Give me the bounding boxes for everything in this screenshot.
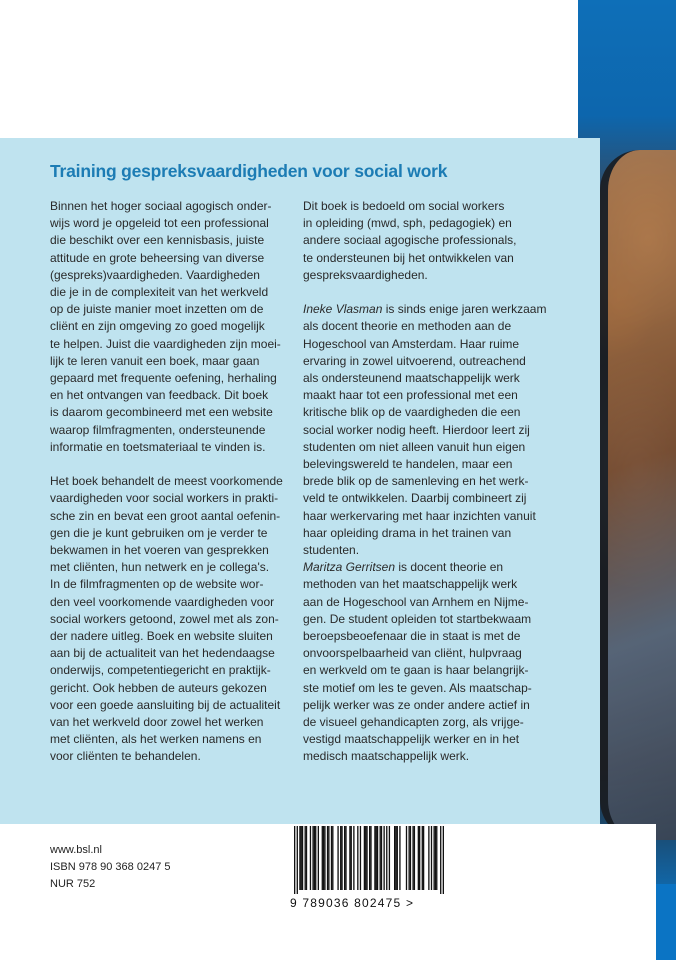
barcode-bar	[353, 826, 354, 890]
barcode-bar	[374, 826, 375, 890]
barcode-bar	[423, 826, 424, 890]
barcode-bar	[408, 826, 409, 890]
barcode-bar	[414, 826, 415, 890]
barcode-bar	[351, 826, 352, 890]
barcode-bar	[366, 826, 367, 890]
barcode-bar	[377, 826, 378, 890]
barcode-bar	[323, 826, 324, 890]
barcode-bar	[305, 826, 306, 890]
barcode-bar	[410, 826, 411, 890]
barcode-bar	[422, 826, 423, 890]
barcode-bar	[340, 826, 341, 890]
barcode-bars	[294, 826, 444, 894]
top-white-area	[0, 0, 600, 138]
barcode-bar	[435, 826, 436, 890]
right-column	[303, 198, 571, 766]
barcode-bar	[386, 826, 387, 890]
barcode-bar	[327, 826, 328, 890]
right-intro-paragraph: Dit boek is bedoeld om social workers in opleiding (mwd, sph, pedagogiek) en andere sociaal agogische professionals, te ondersteunen bij het ontwikkelen van gespreksvaardigheden.	[303, 199, 517, 282]
barcode-bar	[433, 826, 434, 890]
barcode-bar	[312, 826, 313, 890]
barcode-bar	[428, 826, 429, 890]
barcode-bar	[436, 826, 437, 890]
barcode-bar	[341, 826, 342, 890]
author-2-bio: is docent theorie en methoden van het maatschappelijk werk aan de Hogeschool van Arnhem en Nijme- gen. De student opleiden tot startbekwaam beroepsbeoefenaar die in staat is met de onvoorspelbaarheid van cliënt, hulpvraag en werkveld om te gaan is haar belangrijk- ste motief om les te geven. Als maatschap- pelijk werker was ze onder andere actief in de visueel gehandicapten zorg, als vrijge- vestigd maatschappelijk werker en in het medisch maatschappelijk werk.	[303, 560, 532, 764]
barcode-bar	[294, 826, 295, 894]
barcode-bar	[349, 826, 350, 890]
barcode-bar	[318, 826, 319, 890]
author-2-name: Maritza Gerritsen	[303, 560, 396, 575]
barcode-bar	[380, 826, 381, 890]
barcode-bar	[299, 826, 300, 890]
barcode-bar	[301, 826, 302, 890]
author-1-name: Ineke Vlasman	[303, 302, 383, 317]
blue-corner-strip	[656, 884, 676, 960]
left-column	[50, 198, 290, 766]
barcode-bar	[376, 826, 377, 890]
book-title: Training gespreksvaardigheden voor social work	[50, 161, 448, 181]
barcode-bar	[344, 826, 345, 890]
barcode-bar	[315, 826, 316, 890]
barcode-bar	[381, 826, 382, 890]
barcode-bar	[297, 826, 298, 894]
barcode-bar	[443, 826, 444, 894]
barcode-bar	[302, 826, 303, 890]
author-1-bio: is sinds enige jaren werkzaam als docent theorie en methoden aan de Hogeschool van Amsterdam. Haar ruime ervaring in zowel uitvoerend, outreachend als ondersteunend maatschappelijk werk maakt haar tot een professional met een kritische blik op de vaardigheden die een social worker nodig heeft. Hierdoor leert zij studenten om niet alleen vanuit hun eigen belevingswereld te handelen, maar een brede blik op de samenleving en het werk- veld te ontwikkelen. Daarbij combineert zij haar werkervaring met haar inzichten vanuit haar opleiding drama in het trainen van studenten.	[303, 302, 547, 558]
barcode-bar	[419, 826, 420, 890]
barcode-bar	[324, 826, 325, 890]
barcode-bar	[399, 826, 400, 890]
barcode-bar	[365, 826, 366, 890]
cover-photo-device	[600, 150, 676, 840]
isbn-barcode	[284, 826, 454, 926]
barcode-bar	[306, 826, 307, 890]
nur-text: NUR 752	[50, 878, 96, 890]
barcode-bar	[406, 826, 407, 890]
barcode-bar	[394, 826, 395, 890]
barcode-bar	[364, 826, 365, 890]
left-paragraph-2: Het boek behandelt de meest voorkomende vaardigheden voor social workers in prakti- sche zin en bevat een groot aantal oefenin- gen die je kunt gebruiken om je verder te bekwamen in het voeren van gesprekken met cliënten, hun netwerk en je collega's. In de filmfragmenten op de website wor- den veel voorkomende vaardigheden voor social workers getoond, zowel met als zon- der nadere uitleg. Boek en website sluiten aan bij de actualiteit van het hedendaagse onderwijs, competentiegericht en praktijk- gericht. Ook hebben de auteurs gekozen voor een goede aansluiting bij de actualiteit van het werkveld door zowel het werken met cliënten, als het werken namens en voor cliënten te behandelen.	[50, 474, 283, 764]
barcode-bar	[310, 826, 311, 890]
barcode-bar	[322, 826, 323, 890]
barcode-digits: 9 789036 802475 >	[290, 896, 415, 910]
barcode-bar	[331, 826, 332, 890]
barcode-bar	[345, 826, 346, 890]
barcode-bar	[418, 826, 419, 890]
barcode-bar	[314, 826, 315, 890]
left-paragraph-1: Binnen het hoger sociaal agogisch onder- wijs word je opgeleid tot een professional die beschikt over een kennisbasis, juiste attitude en grote beheersing van diverse (gespreks)vaardigheden. Vaardigheden die je in de complexiteit van het werkveld op de juiste manier moet inzetten om de cliënt en zijn omgeving zo goed mogelijk te helpen. Juist die vaardigheden zijn moei- lijk te leren vanuit een boek, maar gaan gepaard met frequente oefening, herhaling en het ontvangen van feedback. Dit boek is daarom gecombineerd met een website waarop filmfragmenten, ondersteunende informatie en toetsmateriaal te vinden is.	[50, 199, 281, 454]
barcode-bar	[370, 826, 371, 890]
barcode-bar	[332, 826, 333, 890]
barcode-bar	[360, 826, 361, 890]
barcode-bar	[431, 826, 432, 890]
author-2-paragraph	[303, 559, 571, 765]
barcode-bar	[369, 826, 370, 890]
author-1-paragraph	[303, 301, 571, 559]
barcode-bar	[383, 826, 384, 890]
barcode-bar	[395, 826, 396, 890]
isbn-text: ISBN 978 90 368 0247 5	[50, 861, 171, 873]
publication-info	[50, 842, 170, 893]
barcode-bar	[328, 826, 329, 890]
barcode-bar	[440, 826, 441, 894]
barcode-bar	[357, 826, 358, 890]
publisher-website: www.bsl.nl	[50, 844, 102, 856]
barcode-bar	[412, 826, 413, 890]
barcode-bar	[389, 826, 390, 890]
barcode-bar	[397, 826, 398, 890]
barcode-bar	[337, 826, 338, 890]
